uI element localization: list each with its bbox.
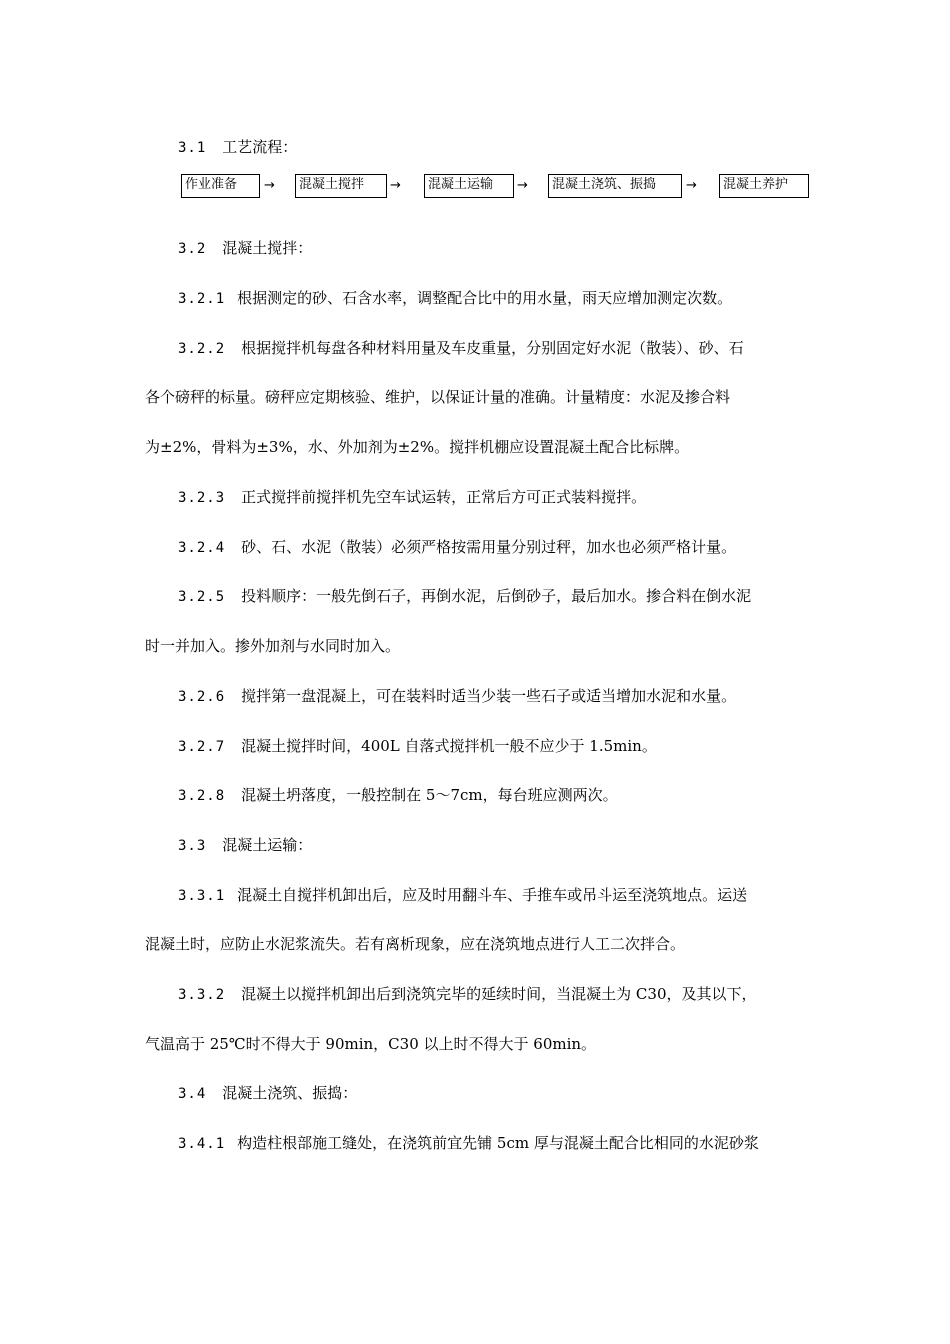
- clause-text: 混凝土自搅拌机卸出后，应及时用翻斗车、手推车或吊斗运至浇筑地点。运送: [237, 886, 748, 904]
- section-title: 混凝土搅拌：: [222, 239, 313, 257]
- paragraph-3-2-5: [178, 586, 843, 607]
- paragraph-3-2-6: [178, 686, 843, 707]
- clause-number: 3.2.7: [178, 739, 226, 755]
- section-heading-3-1: [178, 137, 843, 158]
- clause-number: 3.2.5: [178, 589, 226, 605]
- section-heading-3-3: [178, 835, 843, 856]
- clause-number: 3.2.2: [178, 341, 226, 357]
- clause-number: 3.3.1: [178, 888, 226, 904]
- paragraph-3-3-1: [178, 885, 843, 906]
- flow-step-3: 混凝土运输: [424, 174, 514, 198]
- section-title: 混凝土浇筑、振捣：: [222, 1084, 358, 1102]
- clause-number: 3.2.4: [178, 540, 226, 556]
- paragraph-3-2-2: [178, 338, 843, 359]
- clause-text: 混凝土坍落度，一般控制在 5～7cm，每台班应测两次。: [241, 786, 618, 804]
- arrow-right-icon: →: [264, 178, 275, 193]
- paragraph-3-2-4: [178, 537, 843, 558]
- paragraph-3-3-2: [178, 984, 843, 1005]
- clause-text: 搅拌第一盘混凝上，可在装料时适当少装一些石子或适当增加水泥和水量。: [241, 687, 737, 705]
- flow-step-2: 混凝土搅拌: [295, 174, 387, 198]
- clause-text: 根据测定的砂、石含水率，调整配合比中的用水量，雨天应增加测定次数。: [237, 289, 733, 307]
- arrow-right-icon: →: [390, 178, 401, 193]
- clause-text: 混凝土以搅拌机卸出后到浇筑完毕的延续时间，当混凝土为 C30，及其以下，: [241, 985, 757, 1003]
- clause-number: 3.2.6: [178, 689, 226, 705]
- section-heading-3-4: [178, 1083, 843, 1104]
- section-number: 3.3: [178, 838, 207, 854]
- section-title: 工艺流程：: [222, 138, 298, 156]
- clause-number: 3.4.1: [178, 1136, 226, 1152]
- clause-number: 3.2.3: [178, 490, 226, 506]
- clause-text: 投料顺序：一般先倒石子，再倒水泥，后倒砂子，最后加水。掺合料在倒水泥: [241, 587, 752, 605]
- paragraph-3-3-2-line-2: 气温高于 25℃时不得大于 90min，C30 以上时不得大于 60min。: [145, 1035, 597, 1053]
- section-heading-3-2: [178, 238, 843, 259]
- paragraph-3-2-7: [178, 736, 843, 757]
- flow-step-4: 混凝土浇筑、振捣: [548, 174, 682, 198]
- paragraph-3-2-2-line-3: 为±2%，骨料为±3%，水、外加剂为±2%。搅拌机棚应设置混凝土配合比标牌。: [145, 438, 690, 456]
- clause-text: 砂、石、水泥（散装）必须严格按需用量分别过秤，加水也必须严格计量。: [241, 538, 737, 556]
- flow-step-5: 混凝土养护: [719, 174, 809, 198]
- section-number: 3.2: [178, 241, 207, 257]
- arrow-right-icon: →: [686, 178, 697, 193]
- clause-text: 构造柱根部施工缝处，在浇筑前宜先铺 5cm 厚与混凝土配合比相同的水泥砂浆: [237, 1134, 759, 1152]
- clause-number: 3.2.8: [178, 788, 226, 804]
- clause-number: 3.3.2: [178, 987, 226, 1003]
- clause-number: 3.2.1: [178, 291, 226, 307]
- arrow-right-icon: →: [517, 178, 528, 193]
- clause-text: 混凝土搅拌时间，400L 自落式搅拌机一般不应少于 1.5min。: [241, 737, 657, 755]
- section-number: 3.4: [178, 1086, 207, 1102]
- clause-text: 正式搅拌前搅拌机先空车试运转，正常后方可正式装料搅拌。: [241, 488, 647, 506]
- paragraph-3-2-1: [178, 288, 843, 309]
- paragraph-3-2-2-line-2: 各个磅秤的标量。磅秤应定期核验、维护，以保证计量的准确。计量精度：水泥及掺合料: [145, 388, 731, 406]
- paragraph-3-3-1-line-2: 混凝土时，应防止水泥浆流失。若有离析现象，应在浇筑地点进行人工二次拌合。: [145, 935, 686, 953]
- section-number: 3.1: [178, 140, 207, 156]
- paragraph-3-2-3: [178, 487, 843, 508]
- paragraph-3-4-1: [178, 1133, 843, 1154]
- section-title: 混凝土运输：: [222, 836, 313, 854]
- paragraph-3-2-5-line-2: 时一并加入。掺外加剂与水同时加入。: [145, 637, 401, 655]
- flow-step-1: 作业准备: [181, 174, 260, 198]
- clause-text: 根据搅拌机每盘各种材料用量及车皮重量，分别固定好水泥（散装）、砂、石: [241, 339, 744, 357]
- paragraph-3-2-8: [178, 785, 843, 806]
